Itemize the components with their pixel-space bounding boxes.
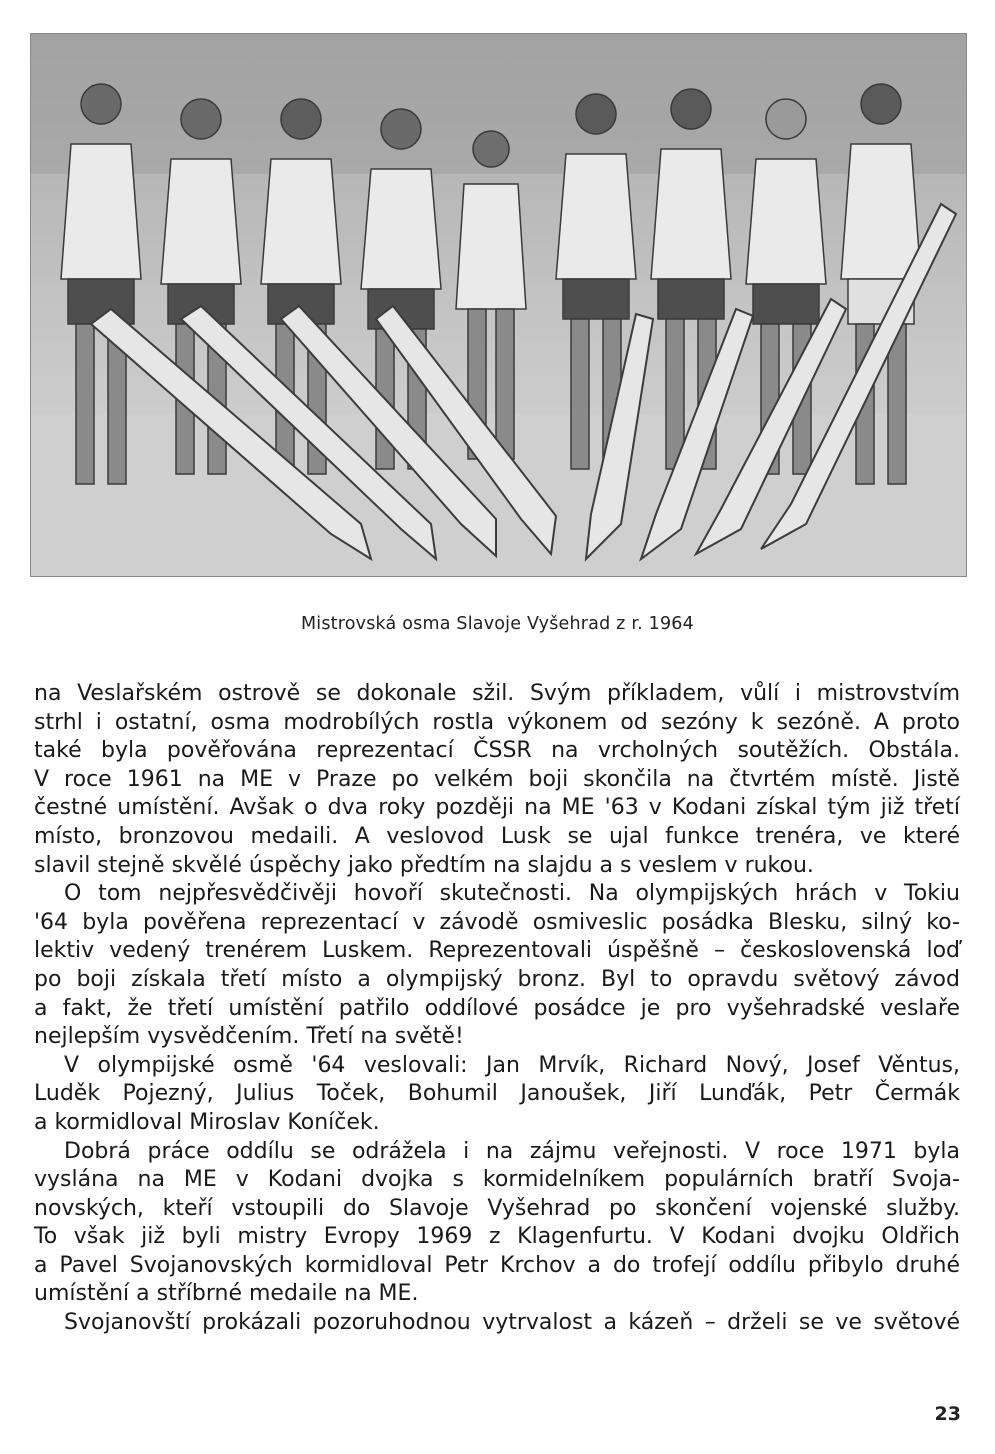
text-line: V olympijské osmě '64 veslovali: Jan Mrvík, Richard Nový, Josef Věntus, [64, 1052, 960, 1078]
text-line: Luděk Pojezný, Julius Toček, Bohumil Janoušek, Jiří Lunďák, Petr Čermák [34, 1081, 960, 1107]
text-line: Svojanovští prokázali pozoruhodnou vytrvalost a kázeň – drželi se ve světové [64, 1310, 960, 1336]
body-text [34, 680, 960, 1338]
text-line: To však již byli mistry Evropy 1969 z Klagenfurtu. V Kodani dvojku Oldřich [34, 1224, 960, 1250]
text-line: a kormidloval Miroslav Koníček. [34, 1109, 380, 1135]
text-line: také byla pověřována reprezentací ČSSR na vrcholných soutěžích. Obstála. [34, 738, 960, 764]
text-line: O tom nejpřesvědčivěji hovoří skutečnosti. Na olympijských hrách v Tokiu [64, 881, 960, 907]
text-line: po boji získala třetí místo a olympijský bronz. Byl to opravdu světový závod [34, 966, 960, 992]
text-line: strhl i ostatní, osma modrobílých rostla výkonem od sezóny k sezóně. A proto [34, 709, 960, 735]
text-line: na Veslařském ostrově se dokonale sžil. Svým příkladem, vůlí i mistrovstvím [34, 681, 960, 706]
text-line: umístění a stříbrné medaile na ME. [34, 1281, 419, 1307]
text-line: vyslána na ME v Kodani dvojka s kormidelníkem populárních bratří Svoja- [34, 1167, 960, 1193]
text-line: místo, bronzovou medaili. A veslovod Lusk se ujal funkce trenéra, ve které [34, 823, 960, 849]
text-line: nejlepším vysvědčením. Třetí na světě! [34, 1024, 464, 1050]
text-line: '64 byla pověřena reprezentací v závodě osmiveslic posádka Blesku, silný ko- [34, 909, 960, 935]
text-line: a fakt, že třetí umístění patřilo oddílové posádce je pro vyšehradské veslaře [34, 995, 960, 1021]
text-line: lektiv vedený trenérem Luskem. Reprezentovali úspěšně – československá loď [34, 938, 960, 964]
text-line: novských, kteří vstoupili do Slavoje Vyšehrad po skončení vojenské služby. [34, 1195, 960, 1221]
team-photo-illustration [31, 34, 966, 576]
text-line: čestné umístění. Avšak o dva roky později na ME '63 v Kodani získal tým již třetí [34, 795, 960, 821]
page-number: 23 [934, 1403, 961, 1425]
text-line: slavil stejně skvělé úspěchy jako předtím na slajdu a s veslem v rukou. [34, 852, 814, 878]
text-line: V roce 1961 na ME v Praze po velkém boji skončila na čtvrtém místě. Jistě [34, 766, 960, 792]
photo-caption: Mistrovská osma Slavoje Vyšehrad z r. 1964 [301, 614, 694, 634]
text-line: Dobrá práce oddílu se odrážela i na zájmu veřejnosti. V roce 1971 byla [64, 1138, 960, 1164]
text-line: a Pavel Svojanovských kormidloval Petr Krchov a do trofejí oddílu přibylo druhé [34, 1252, 960, 1278]
team-photo [30, 33, 967, 577]
